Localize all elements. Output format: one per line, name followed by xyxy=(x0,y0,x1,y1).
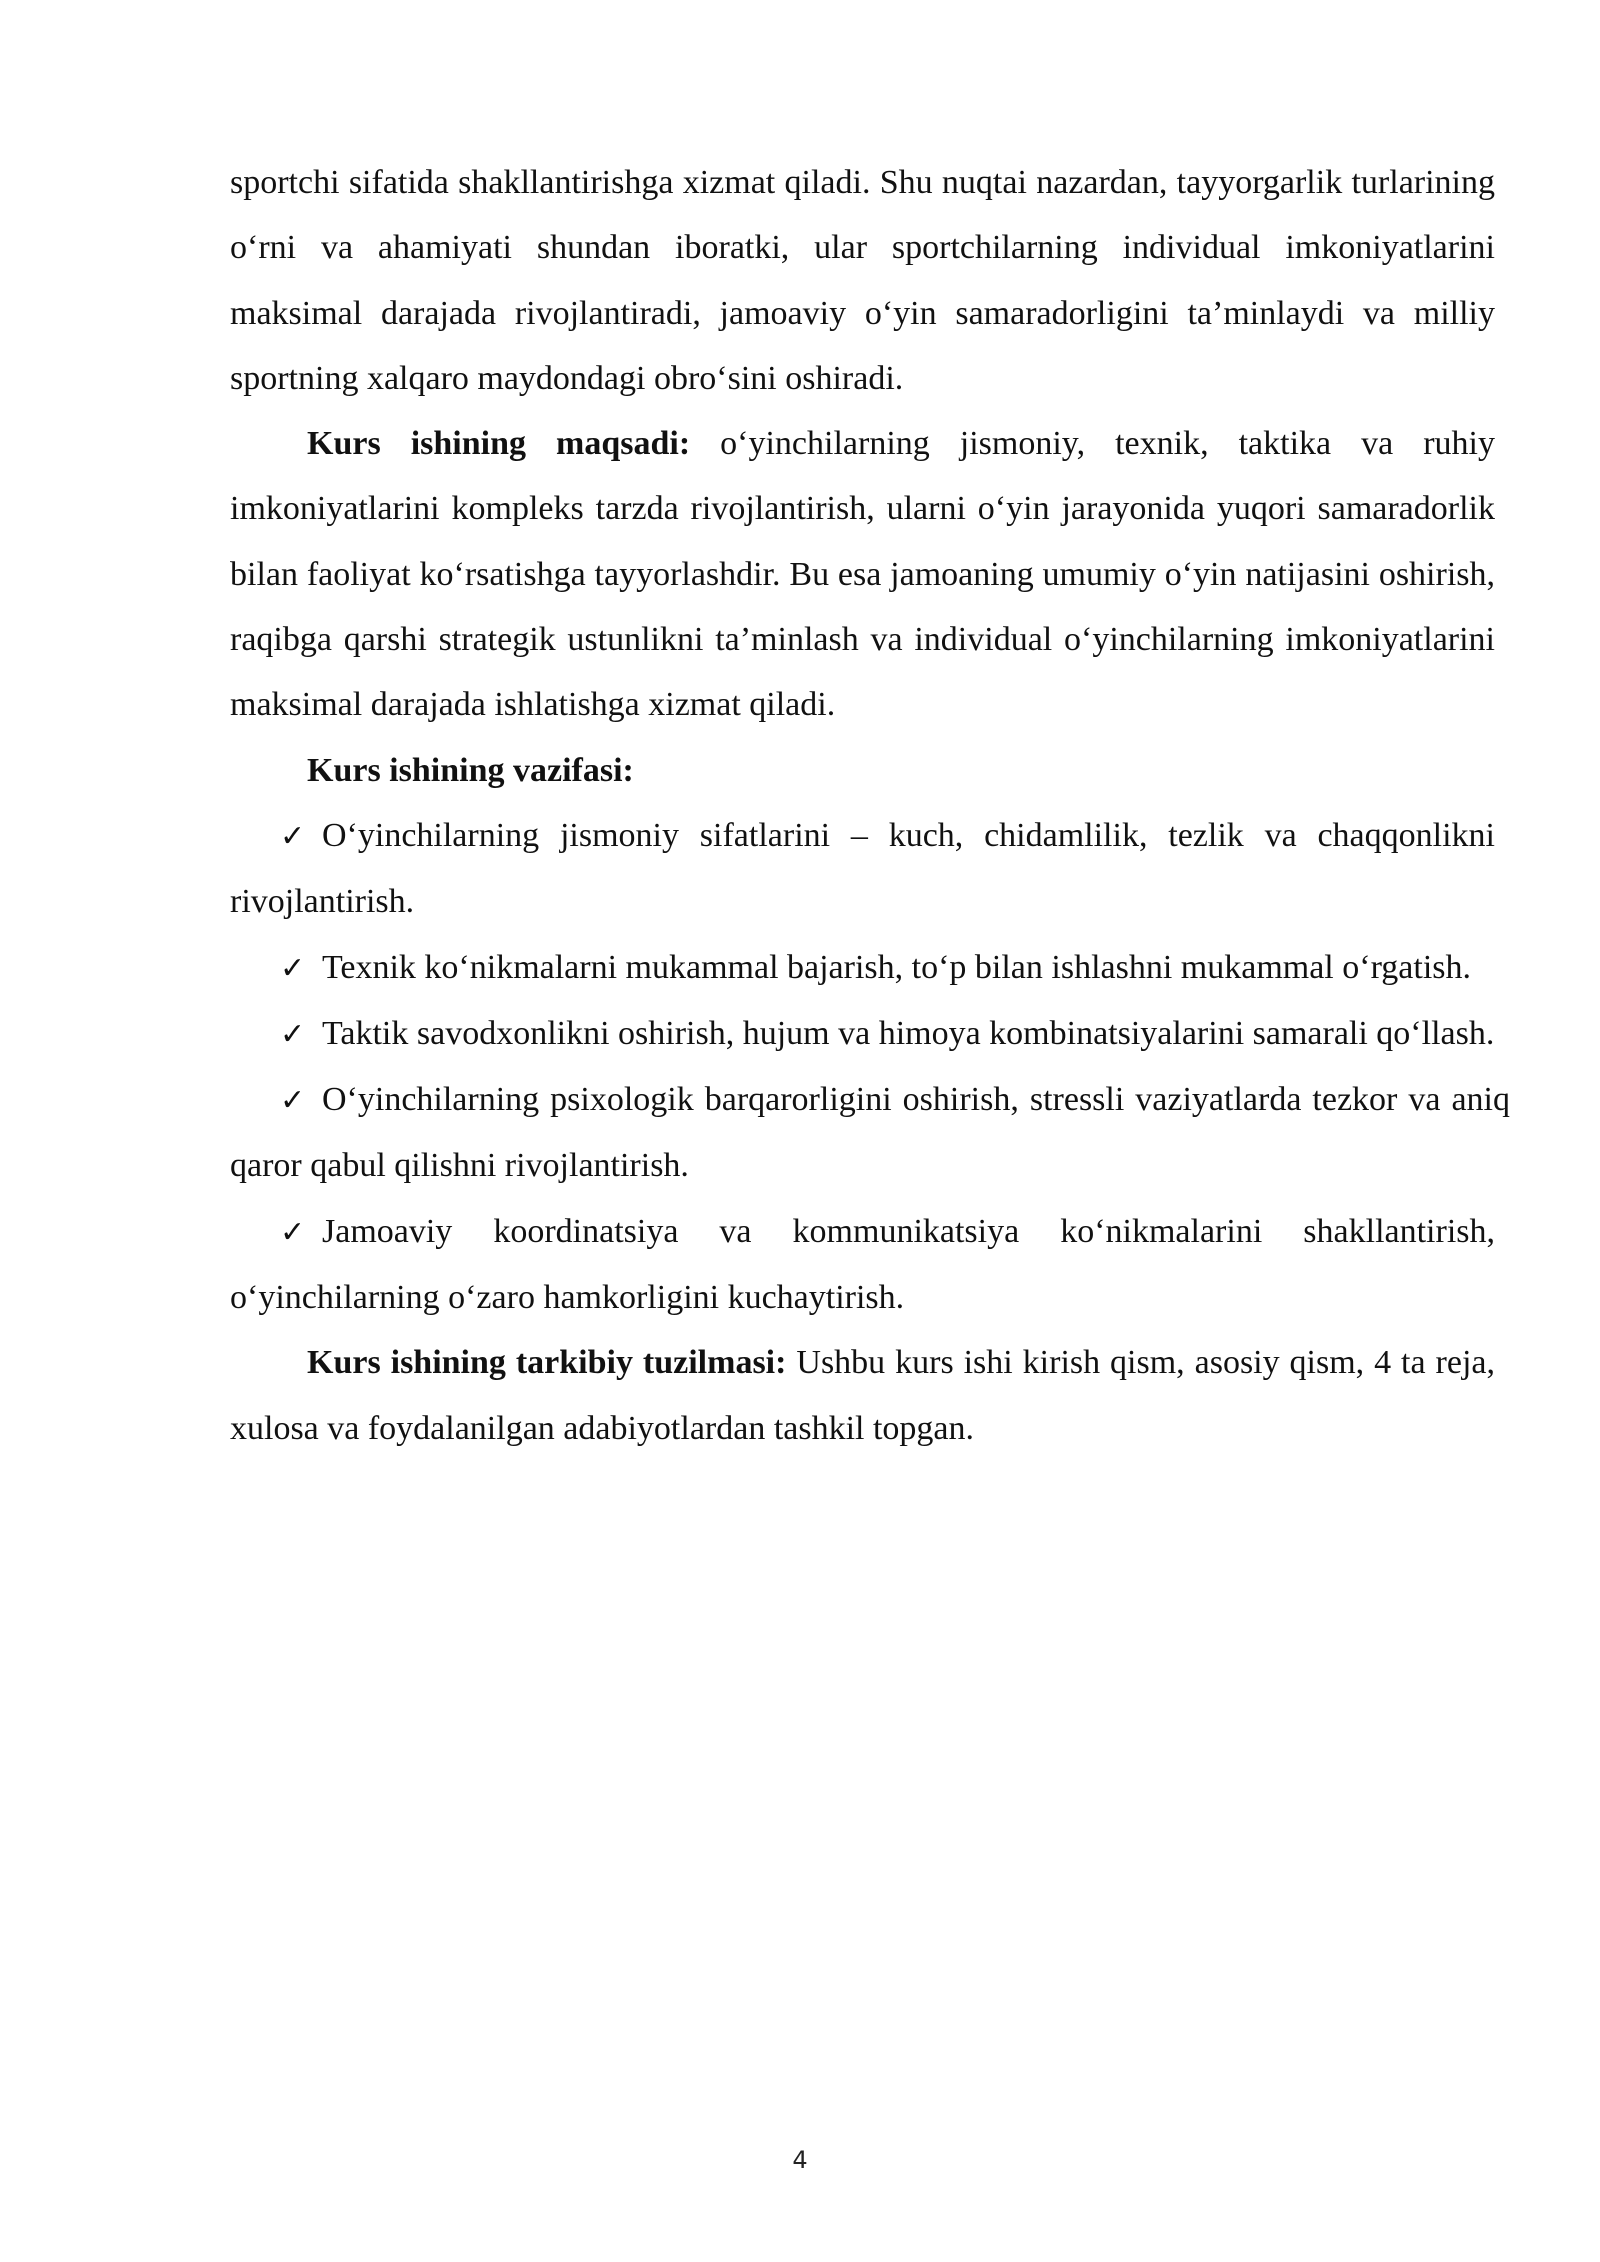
task-text: Jamoaviy koordinatsiya va kommunikatsiya ko‘nikmalarini shakllantirish, o‘yinchilarning o‘zaro hamkorligini kuchaytirish. xyxy=(230,1212,1495,1317)
structure-label: Kurs ishining tarkibiy tuzilmasi: xyxy=(307,1344,787,1382)
check-mark-icon: ✓ xyxy=(280,1214,306,1250)
goal-label: Kurs ishining maqsadi: xyxy=(307,425,691,463)
structure-paragraph xyxy=(230,1330,1495,1461)
check-mark-icon: ✓ xyxy=(280,818,306,854)
goal-text: o‘yinchilarning jismoniy, texnik, taktika va ruhiy imkoniyatlarini kompleks tarzda rivojlantirish, ularni o‘yin jarayonida yuqori samaradorlik bilan faoliyat ko‘rsatishga tayyorlashdir. Bu esa jamoaning umumiy o‘yin natijasini oshirish, raqibga qarshi strategik ustunlikni ta’minlash va individual o‘yinchilarning imkoniyatlarini maksimal darajada ishlatishga xizmat qiladi. xyxy=(230,425,1495,724)
tasks-heading: Kurs ishining vazifasi: xyxy=(307,751,634,789)
document-body xyxy=(230,150,1510,1461)
task-text: O‘yinchilarning psixologik barqarorligini oshirish, stressli vaziyatlarda tezkor va aniq qaror qabul qilishni rivojlantirish. xyxy=(230,1081,1510,1185)
task-text: Texnik ko‘nikmalarni mukammal bajarish, to‘p bilan ishlashni mukammal o‘rgatish. xyxy=(322,948,1471,986)
task-item xyxy=(230,935,1495,1001)
check-mark-icon: ✓ xyxy=(280,1016,306,1052)
task-item xyxy=(230,803,1495,935)
task-item xyxy=(230,1001,1495,1067)
intro-paragraph: sportchi sifatida shakllantirishga xizmat qiladi. Shu nuqtai nazardan, tayyorgarlik turlarining o‘rni va ahamiyati shundan iboratki, ular sportchilarning individual imkoniyatlarini maksimal darajada rivojlantiradi, jamoaviy o‘yin samaradorligini ta’minlaydi va milliy sportning xalqaro maydondagi obro‘sini oshiradi. xyxy=(230,164,1495,397)
task-item xyxy=(230,1067,1510,1199)
structure-text: Ushbu kurs ishi kirish qism, asosiy qism, 4 ta reja, xulosa va foydalanilgan adabiyotlardan tashkil topgan. xyxy=(230,1344,1495,1447)
task-item xyxy=(230,1199,1495,1331)
check-mark-icon: ✓ xyxy=(280,950,306,986)
check-mark-icon: ✓ xyxy=(280,1083,306,1119)
task-text: Taktik savodxonlikni oshirish, hujum va himoya kombinatsiyalarini samarali qo‘llash. xyxy=(322,1014,1495,1052)
goal-paragraph xyxy=(230,411,1495,737)
page-number: 4 xyxy=(792,2146,808,2174)
task-text: O‘yinchilarning jismoniy sifatlarini – kuch, chidamlilik, tezlik va chaqqonlikni rivojlantirish. xyxy=(230,816,1495,921)
